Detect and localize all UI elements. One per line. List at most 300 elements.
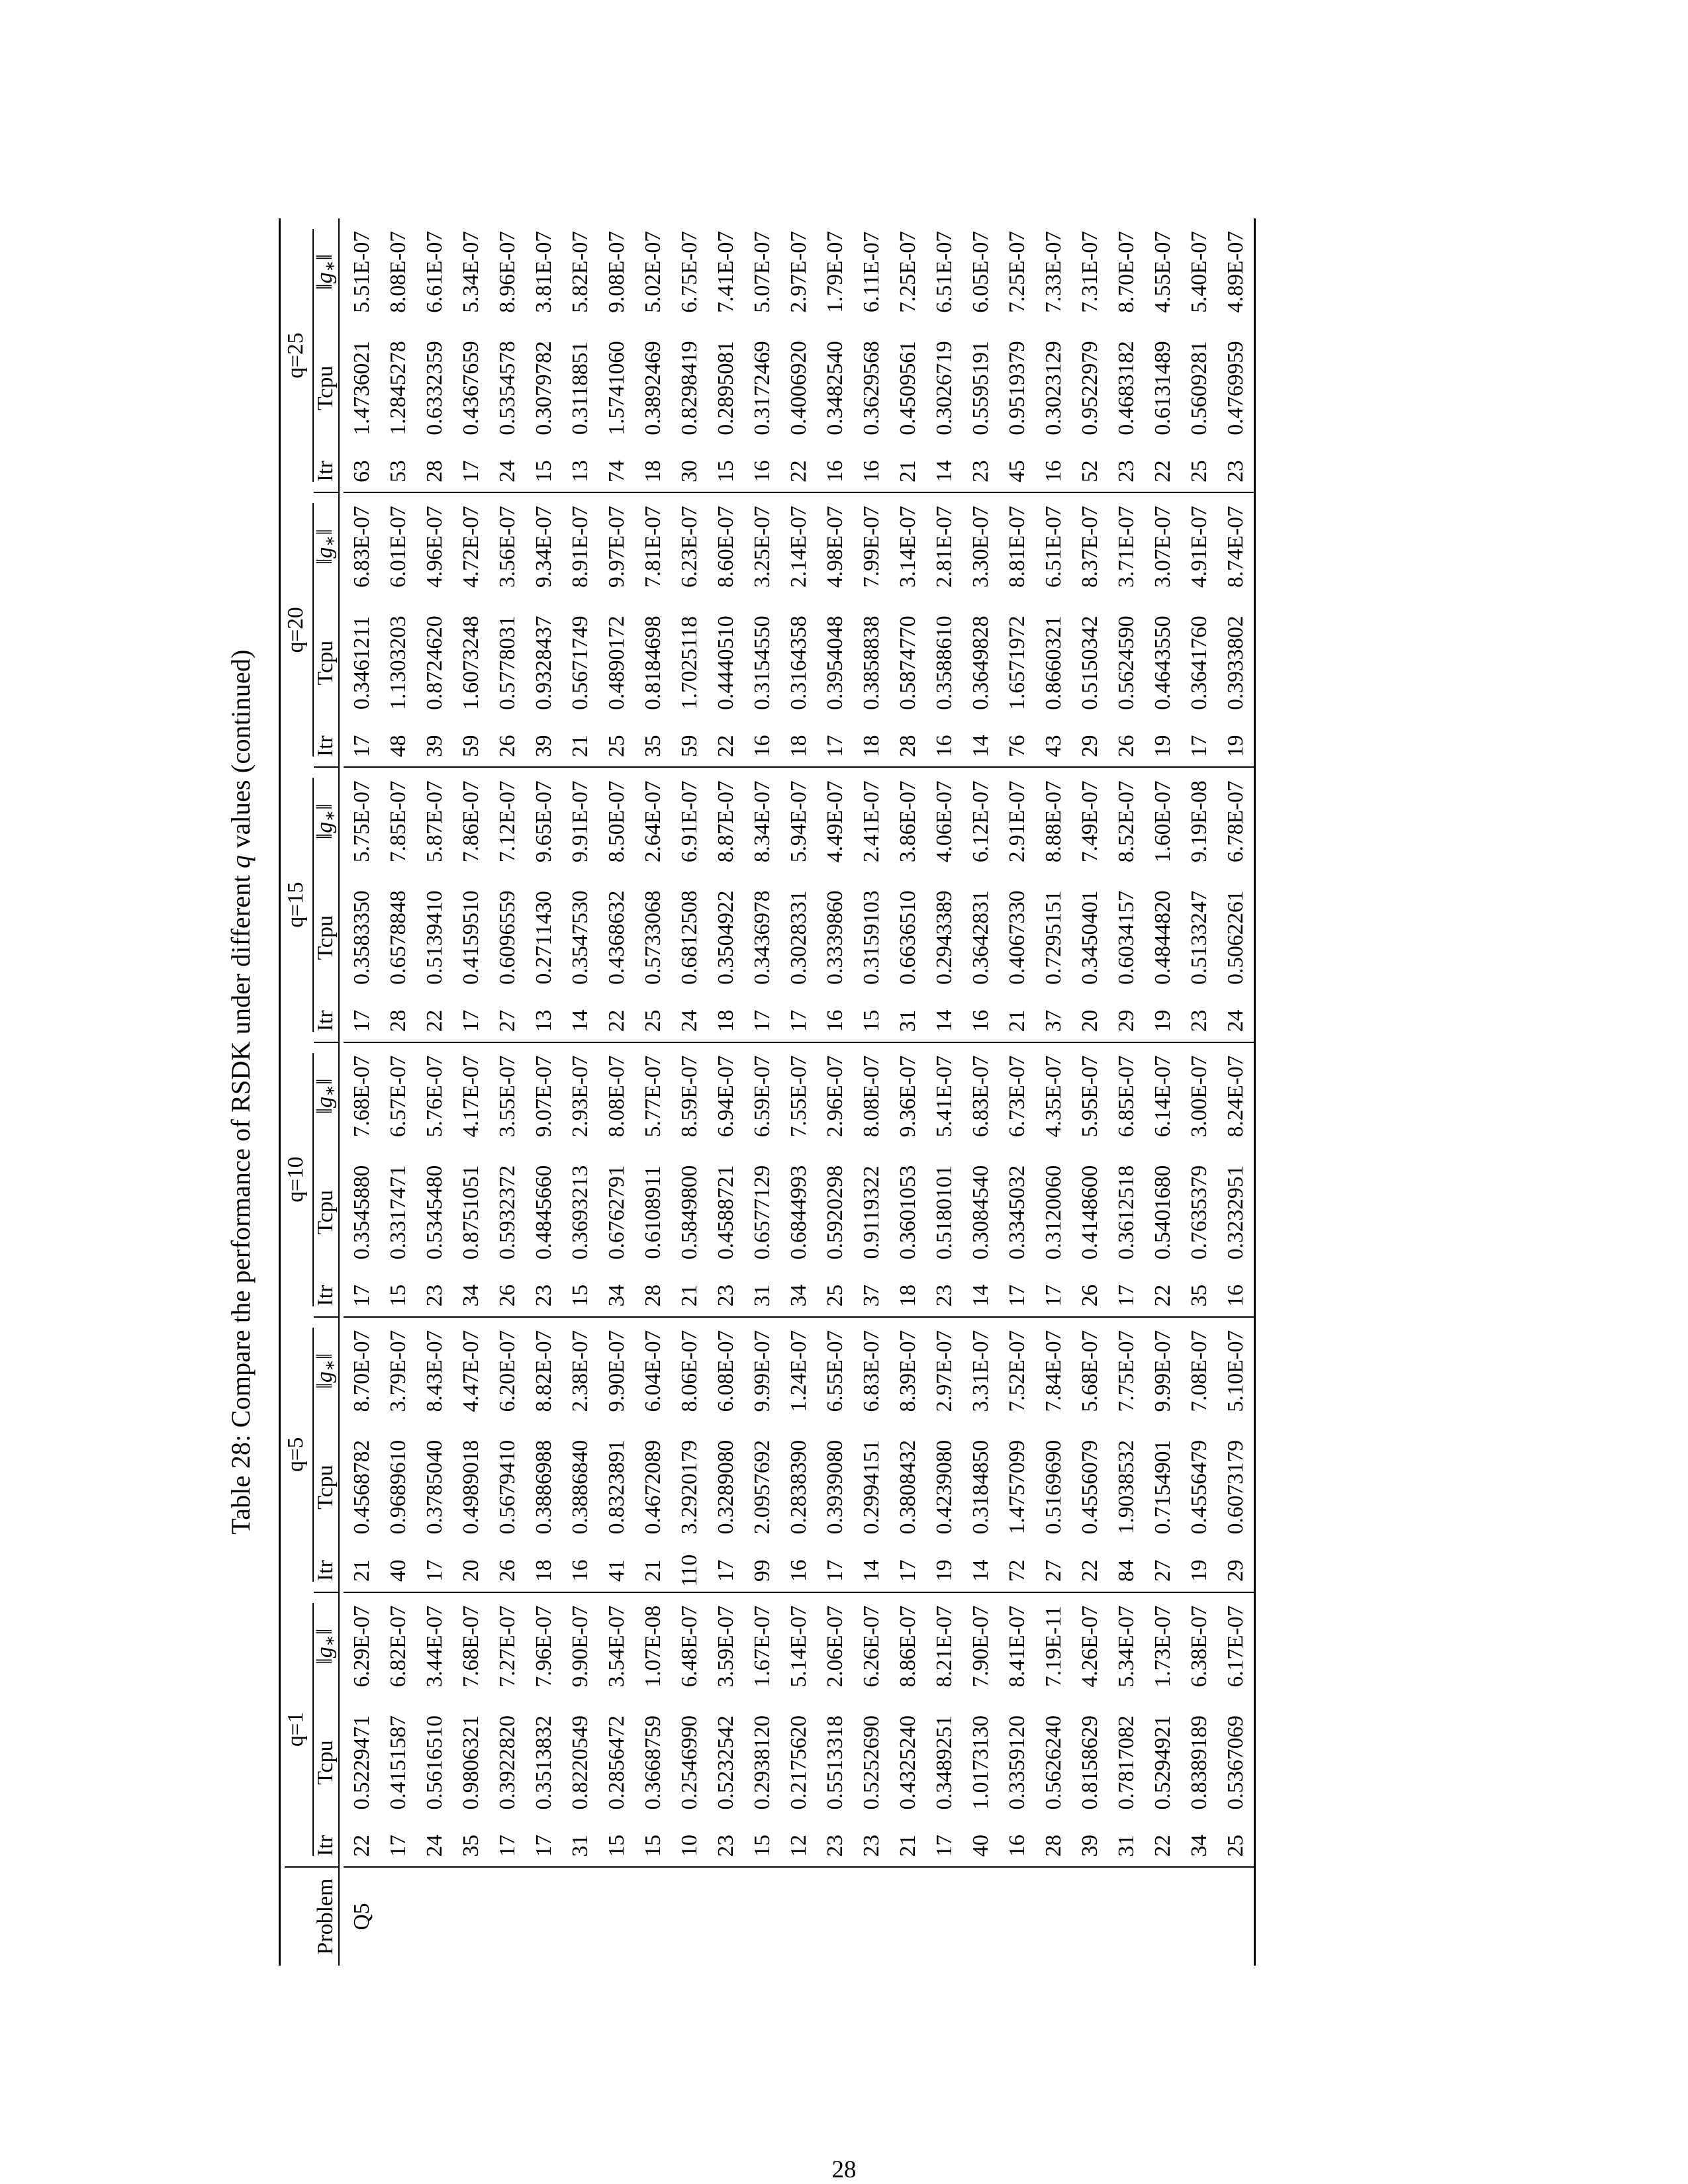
cell-q25-tcpu: 0.3026719 [931,341,957,435]
cell-q1-gnorm: 3.54E-07 [604,1605,629,1688]
cell-q15-tcpu: 0.4368632 [604,890,629,985]
column-header-q20-tcpu: Tcpu [313,640,338,686]
cell-q15-tcpu: 0.6034157 [1113,890,1139,985]
cell-q25-itr: 18 [635,451,671,492]
caption-italic-symbol: q [226,854,256,868]
cell-q15-tcpu: 0.3642831 [968,890,993,985]
table-row [744,218,780,1966]
cell-q20-itr: 18 [780,725,817,767]
cell-q10-itr: 26 [1072,1275,1108,1317]
cell-q15-tcpu: 0.5133247 [1186,890,1211,985]
cell-q15-itr: 14 [562,1000,598,1042]
cell-q1-gnorm: 6.48E-07 [677,1605,702,1688]
cell-q20-itr: 16 [926,725,962,767]
cell-q10-itr: 34 [598,1275,635,1317]
cell-q10-itr: 37 [853,1275,890,1317]
cell-q1-tcpu: 0.9806321 [458,1715,483,1810]
cell-q20-gnorm: 4.96E-07 [422,506,447,588]
cell-q5-gnorm: 7.52E-07 [1004,1330,1029,1412]
cell-q15-itr: 20 [1072,1000,1108,1042]
cell-q1-gnorm: 2.06E-07 [822,1605,847,1688]
cell-q15-tcpu: 0.3504922 [713,890,738,985]
cell-q5-tcpu: 0.4239080 [931,1439,957,1535]
column-header-q15-itr: Itr [314,1000,339,1042]
cell-q15-gnorm: 9.91E-07 [567,780,592,863]
cell-q10-gnorm: 6.14E-07 [1150,1055,1175,1138]
group-header-q10-label: q=10 [283,1156,308,1203]
cell-q20-gnorm: 3.14E-07 [895,506,920,588]
cell-q20-gnorm: 9.34E-07 [531,506,556,588]
caption-text-after: values (continued) [226,649,256,848]
cell-q10-gnorm: 6.94E-07 [713,1055,738,1138]
cell-q25-tcpu: 0.3482540 [822,341,847,435]
cell-q20-tcpu: 0.3649828 [968,615,993,710]
cell-q15-itr: 24 [671,1000,708,1042]
cell-q10-itr: 21 [671,1275,708,1317]
cell-q25-gnorm: 7.41E-07 [713,231,738,313]
row-problem-label [962,1867,999,1966]
cell-q10-itr: 25 [817,1275,853,1317]
cell-q1-tcpu: 0.3513832 [531,1715,556,1810]
column-header-row [314,218,339,1966]
row-problem-label [416,1867,453,1966]
cell-q25-tcpu: 0.5595191 [968,341,993,435]
cell-q5-itr: 110 [671,1550,708,1592]
cell-q25-itr: 15 [526,451,562,492]
cell-q25-gnorm: 6.11E-07 [859,231,884,313]
cell-q10-tcpu: 0.6844993 [786,1165,811,1260]
cell-q5-itr: 16 [562,1550,598,1592]
cell-q10-itr: 15 [562,1275,598,1317]
cell-q20-itr: 59 [671,725,708,767]
cell-q15-gnorm: 4.06E-07 [931,780,957,863]
group-header-q25-label: q=25 [283,332,308,379]
cell-q20-gnorm: 3.07E-07 [1150,506,1175,588]
cell-q15-gnorm: 1.60E-07 [1150,780,1175,863]
cell-q5-itr: 22 [1072,1550,1108,1592]
group-header-q5-label: q=5 [283,1437,308,1472]
cell-q1-gnorm: 1.73E-07 [1150,1605,1175,1688]
cell-q20-itr: 19 [1217,725,1255,767]
cell-q20-itr: 16 [744,725,780,767]
cell-q25-tcpu: 0.4006920 [786,341,811,435]
cell-q5-tcpu: 0.2838390 [786,1439,811,1535]
cell-q5-gnorm: 1.24E-07 [786,1330,811,1412]
cell-q15-tcpu: 0.4844820 [1150,890,1175,985]
page-number-value: 28 [831,2156,857,2183]
column-header-q10-gnorm: $‖g_∗‖$ [312,1078,340,1115]
cell-q20-itr: 43 [1035,725,1072,767]
cell-q1-itr: 28 [1035,1825,1072,1867]
cell-q25-itr: 22 [1145,451,1181,492]
cell-q15-gnorm: 5.94E-07 [786,780,811,863]
cell-q25-tcpu: 0.6332359 [422,341,447,435]
cell-q5-gnorm: 5.10E-07 [1223,1330,1248,1412]
cell-q20-tcpu: 0.5150342 [1077,615,1102,710]
cell-q20-tcpu: 0.3154550 [749,615,774,710]
row-problem-label [1217,1867,1255,1966]
cell-q1-gnorm: 7.96E-07 [531,1605,556,1688]
cell-q1-gnorm: 7.19E-11 [1041,1606,1066,1687]
cell-q25-tcpu: 1.2845278 [385,341,410,435]
page-number [0,2156,1688,2184]
cell-q5-gnorm: 8.82E-07 [531,1330,556,1412]
cell-q25-gnorm: 8.96E-07 [494,231,520,313]
cell-q10-itr: 17 [1108,1275,1145,1317]
cell-q1-itr: 25 [1217,1825,1255,1867]
cell-q25-gnorm: 7.33E-07 [1041,231,1066,313]
cell-q5-itr: 14 [853,1550,890,1592]
cell-q1-itr: 17 [489,1825,526,1867]
column-header-q10-itr: Itr [314,1275,339,1317]
cell-q10-gnorm: 6.59E-07 [749,1055,774,1138]
cell-q25-gnorm: 4.89E-07 [1223,231,1248,313]
group-header-q25 [285,218,314,492]
table-head [280,218,344,1966]
cell-q5-gnorm: 3.79E-07 [385,1330,410,1412]
cell-q25-itr: 24 [489,451,526,492]
cell-q10-tcpu: 0.4148600 [1077,1165,1102,1260]
cell-q10-tcpu: 0.4845660 [531,1165,556,1260]
cell-q1-tcpu: 0.5229471 [349,1715,374,1810]
cell-q15-tcpu: 0.6636510 [895,890,920,985]
cell-q15-gnorm: 7.12E-07 [494,780,520,863]
cell-q1-tcpu: 0.3668759 [640,1715,665,1810]
cell-q1-gnorm: 8.41E-07 [1004,1605,1029,1688]
table-row [526,218,562,1966]
cell-q10-gnorm: 6.57E-07 [385,1055,410,1138]
cell-q1-itr: 31 [562,1825,598,1867]
row-problem-label [453,1867,489,1966]
column-header-q25-tcpu: Tcpu [313,365,338,411]
cell-q5-tcpu: 0.3808432 [895,1439,920,1535]
cell-q5-tcpu: 0.4556079 [1077,1439,1102,1535]
cell-q20-tcpu: 0.3588610 [931,615,957,710]
cell-q10-itr: 17 [344,1275,380,1317]
cell-q5-gnorm: 8.39E-07 [895,1330,920,1412]
cell-q1-tcpu: 0.5294921 [1150,1715,1175,1810]
group-header-row [285,218,314,1966]
cell-q20-itr: 48 [380,725,416,767]
cell-q5-tcpu: 0.5679410 [494,1439,520,1535]
cell-q25-gnorm: 5.51E-07 [349,231,374,313]
cell-q25-gnorm: 7.25E-07 [1004,231,1029,313]
cell-q15-tcpu: 0.2943389 [931,890,957,985]
row-problem-label [853,1867,890,1966]
cell-q15-tcpu: 0.6812508 [677,890,702,985]
group-header-q15 [285,767,314,1042]
cell-q5-gnorm: 6.20E-07 [494,1330,520,1412]
cell-q5-tcpu: 0.4556479 [1186,1439,1211,1535]
row-problem-label [926,1867,962,1966]
column-header-q25-itr: Itr [314,451,339,492]
cell-q1-tcpu: 0.5616510 [422,1715,447,1810]
cell-q10-tcpu: 0.5345480 [422,1165,447,1260]
cell-q20-tcpu: 0.5624590 [1113,615,1139,710]
cell-q5-itr: 18 [526,1550,562,1592]
cell-q25-gnorm: 4.55E-07 [1150,231,1175,313]
cell-q15-itr: 28 [380,1000,416,1042]
cell-q15-tcpu: 0.3547530 [567,890,592,985]
cell-q25-itr: 23 [1108,451,1145,492]
cell-q1-itr: 22 [344,1825,380,1867]
cell-q10-gnorm: 6.83E-07 [968,1055,993,1138]
column-header-q25-gnorm: $‖g_∗‖$ [312,253,340,290]
cell-q25-tcpu: 0.3079782 [531,341,556,435]
cell-q1-gnorm: 5.14E-07 [786,1605,811,1688]
cell-q10-itr: 34 [453,1275,489,1317]
row-problem-label [780,1867,817,1966]
cell-q20-gnorm: 6.23E-07 [677,506,702,588]
row-problem-label [999,1867,1035,1966]
cell-q15-gnorm: 6.12E-07 [968,780,993,863]
cell-q5-itr: 40 [380,1550,416,1592]
cell-q15-gnorm: 5.75E-07 [349,780,374,863]
cell-q25-tcpu: 0.3172469 [749,341,774,435]
cell-q1-tcpu: 0.7817082 [1113,1715,1139,1810]
cell-q20-itr: 18 [853,725,890,767]
row-problem-label [562,1867,598,1966]
cell-q20-tcpu: 0.9328437 [531,615,556,710]
cell-q20-itr: 25 [598,725,635,767]
cell-q5-gnorm: 2.38E-07 [567,1330,592,1412]
table-row [999,218,1035,1966]
table-row [1108,218,1145,1966]
cell-q10-gnorm: 5.41E-07 [931,1055,957,1138]
cell-q25-gnorm: 3.81E-07 [531,231,556,313]
cell-q10-gnorm: 9.07E-07 [531,1055,556,1138]
cell-q25-itr: 16 [1035,451,1072,492]
row-problem-label [890,1867,926,1966]
cell-q15-itr: 13 [526,1000,562,1042]
cell-q20-gnorm: 8.74E-07 [1223,506,1248,588]
cell-q10-tcpu: 0.3345032 [1004,1165,1029,1260]
cell-q15-itr: 22 [598,1000,635,1042]
cell-q25-gnorm: 6.05E-07 [968,231,993,313]
cell-q1-tcpu: 0.2175620 [786,1715,811,1810]
cell-q20-tcpu: 0.5874770 [895,615,920,710]
results-table [279,218,1260,1966]
cell-q5-gnorm: 6.04E-07 [640,1330,665,1412]
cell-q5-tcpu: 0.9689610 [385,1439,410,1535]
cell-q15-tcpu: 0.5062261 [1223,890,1248,985]
cell-q1-itr: 16 [999,1825,1035,1867]
cell-q20-tcpu: 0.5778031 [494,615,520,710]
cell-q5-tcpu: 0.3886988 [531,1439,556,1535]
column-header-q1-itr: Itr [314,1825,339,1867]
cell-q25-gnorm: 8.70E-07 [1113,231,1139,313]
cell-q5-tcpu: 0.5169690 [1041,1439,1066,1535]
cell-q10-itr: 26 [489,1275,526,1317]
row-problem-label [708,1867,744,1966]
cell-q5-tcpu: 0.3886840 [567,1439,592,1535]
cell-q10-itr: 17 [1035,1275,1072,1317]
cell-q20-gnorm: 7.81E-07 [640,506,665,588]
cell-q25-gnorm: 8.08E-07 [385,231,410,313]
cell-q25-itr: 74 [598,451,635,492]
cell-q5-gnorm: 7.08E-07 [1186,1330,1211,1412]
cell-q1-gnorm: 6.29E-07 [349,1605,374,1688]
cell-q15-itr: 22 [416,1000,453,1042]
cell-q10-itr: 17 [999,1275,1035,1317]
cell-q15-gnorm: 4.49E-07 [822,780,847,863]
table-bottomrule [1254,218,1260,1966]
cell-q15-itr: 14 [926,1000,962,1042]
cell-q20-gnorm: 2.14E-07 [786,506,811,588]
table-row [453,218,489,1966]
cell-q10-tcpu: 0.8751051 [458,1165,483,1260]
table-row [708,218,744,1966]
row-problem-label [1181,1867,1217,1966]
cell-q20-gnorm: 8.60E-07 [713,506,738,588]
row-problem-label [671,1867,708,1966]
cell-q25-itr: 25 [1181,451,1217,492]
row-problem-label [489,1867,526,1966]
cell-q20-gnorm: 4.91E-07 [1186,506,1211,588]
cell-q1-gnorm: 6.82E-07 [385,1605,410,1688]
cell-q20-itr: 35 [635,725,671,767]
cell-q5-tcpu: 2.0957692 [749,1439,774,1535]
cell-q15-gnorm: 3.86E-07 [895,780,920,863]
cell-q25-gnorm: 1.79E-07 [822,231,847,313]
cell-q1-gnorm: 5.34E-07 [1113,1605,1139,1688]
cell-q20-gnorm: 6.01E-07 [385,506,410,588]
cell-q5-tcpu: 1.9038532 [1113,1439,1139,1535]
cell-q25-itr: 21 [890,451,926,492]
cell-q25-gnorm: 5.40E-07 [1186,231,1211,313]
column-header-q10-tcpu: Tcpu [313,1190,338,1235]
cell-q1-tcpu: 0.2856472 [604,1715,629,1810]
cell-q10-itr: 34 [780,1275,817,1317]
cell-q10-tcpu: 0.7635379 [1186,1165,1211,1260]
cell-q5-tcpu: 0.3785040 [422,1439,447,1535]
cell-q15-gnorm: 8.50E-07 [604,780,629,863]
cell-q20-gnorm: 7.99E-07 [859,506,884,588]
cell-q1-itr: 15 [744,1825,780,1867]
cell-q1-tcpu: 0.4325240 [895,1715,920,1810]
table-row [890,218,926,1966]
cell-q5-tcpu: 0.4568782 [349,1439,374,1535]
cell-q1-itr: 23 [817,1825,853,1867]
cell-q15-itr: 15 [853,1000,890,1042]
row-problem-label [1072,1867,1108,1966]
table-row [344,218,380,1966]
cell-q25-itr: 30 [671,451,708,492]
cell-q25-gnorm: 6.61E-07 [422,231,447,313]
table-row [380,218,416,1966]
cell-q10-tcpu: 0.6762791 [604,1165,629,1260]
cell-q5-tcpu: 0.3939080 [822,1439,847,1535]
cell-q10-gnorm: 4.35E-07 [1041,1055,1066,1138]
cell-q5-tcpu: 0.6073179 [1223,1439,1248,1535]
cell-q15-gnorm: 9.19E-08 [1186,780,1211,863]
cell-q20-itr: 28 [890,725,926,767]
cell-q25-itr: 16 [817,451,853,492]
cell-q5-tcpu: 0.7154901 [1150,1439,1175,1535]
cell-q10-gnorm: 8.59E-07 [677,1055,702,1138]
cell-q15-itr: 16 [817,1000,853,1042]
cell-q5-itr: 17 [416,1550,453,1592]
column-header-q20-gnorm: $‖g_∗‖$ [312,529,340,565]
cell-q15-tcpu: 0.4067330 [1004,890,1029,985]
cell-q1-tcpu: 0.2938120 [749,1715,774,1810]
cell-q25-tcpu: 0.5609281 [1186,341,1211,435]
cell-q1-itr: 10 [671,1825,708,1867]
rotated-page-content [225,218,1463,1966]
cell-q5-tcpu: 3.2920179 [677,1439,702,1535]
cell-q1-itr: 23 [708,1825,744,1867]
cell-q10-tcpu: 0.4588721 [713,1165,738,1260]
cell-q20-itr: 22 [708,725,744,767]
cell-q10-gnorm: 2.93E-07 [567,1055,592,1138]
cell-q1-tcpu: 0.2546990 [677,1715,702,1810]
cell-q10-tcpu: 0.6577129 [749,1165,774,1260]
cell-q15-gnorm: 8.34E-07 [749,780,774,863]
cell-q25-gnorm: 6.75E-07 [677,231,702,313]
cell-q10-tcpu: 0.6108911 [640,1165,665,1259]
cell-q25-tcpu: 0.5354578 [494,341,520,435]
cell-q20-gnorm: 3.56E-07 [494,506,520,588]
row-problem-label: Q5 [349,1903,374,1931]
cell-q10-gnorm: 5.77E-07 [640,1055,665,1138]
cell-q10-gnorm: 5.95E-07 [1077,1055,1102,1138]
cell-q25-itr: 28 [416,451,453,492]
cell-q10-tcpu: 0.5932372 [494,1165,520,1260]
row-problem-label [380,1867,416,1966]
cell-q25-tcpu: 0.9522979 [1077,341,1102,435]
cell-q15-gnorm: 8.87E-07 [713,780,738,863]
cell-q20-tcpu: 1.7025118 [677,616,702,710]
cell-q1-itr: 24 [416,1825,453,1867]
cell-q25-itr: 23 [962,451,999,492]
group-header-q5 [285,1317,314,1592]
cell-q1-gnorm: 1.07E-08 [640,1605,665,1688]
cell-q10-gnorm: 7.68E-07 [349,1055,374,1138]
row-problem-label [635,1867,671,1966]
cell-q20-gnorm: 2.81E-07 [931,506,957,588]
cell-q10-itr: 23 [708,1275,744,1317]
cell-q15-gnorm: 6.91E-07 [677,780,702,863]
table-row [1145,218,1181,1966]
table-row [780,218,817,1966]
cell-q15-itr: 17 [744,1000,780,1042]
cell-q5-tcpu: 0.2994151 [859,1439,884,1535]
cell-q15-tcpu: 0.3436978 [749,890,774,985]
table-body [344,218,1255,1966]
cell-q10-gnorm: 3.00E-07 [1186,1055,1211,1138]
row-problem-label [817,1867,853,1966]
cell-q15-tcpu: 0.5139410 [422,890,447,985]
table-midrule [339,218,344,1966]
table-row [962,218,999,1966]
cell-q20-gnorm: 8.81E-07 [1004,506,1029,588]
cell-q1-itr: 34 [1181,1825,1217,1867]
caption-label: Table 28: [226,1434,256,1535]
cell-q25-tcpu: 0.9519379 [1004,341,1029,435]
cell-q10-tcpu: 0.5401680 [1150,1165,1175,1260]
cell-q20-gnorm: 3.25E-07 [749,506,774,588]
cell-q15-tcpu: 0.6578848 [385,890,410,985]
cell-q1-itr: 17 [380,1825,416,1867]
cell-q20-itr: 17 [344,725,380,767]
cell-q20-gnorm: 9.97E-07 [604,506,629,588]
cell-q15-tcpu: 0.6096559 [494,890,520,985]
cell-q10-itr: 31 [744,1275,780,1317]
cell-q10-itr: 23 [926,1275,962,1317]
cell-q20-itr: 26 [489,725,526,767]
cell-q5-gnorm: 8.06E-07 [677,1330,702,1412]
column-header-q5-itr: Itr [314,1550,339,1592]
